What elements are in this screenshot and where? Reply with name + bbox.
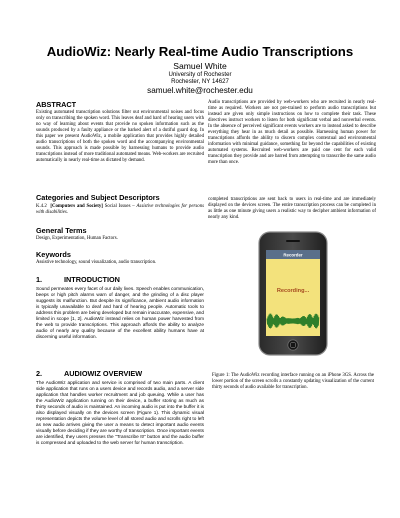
intro-text: Sound permeates every facet of our daily lives. Speech enables communication, beeps or high pitch alarms warn of danger, and the grinding of a disc player suggests its malfunction. But despite its significance, ambient audio information is typically unavailable to deaf and hard of hearing people. Automatic tools to address this problem are being developed but remain inaccurate, expensive, and limited in scope [1, 2]. AudioWiz instead relies on human power harvested from the web to provide transcriptions. This approach affords the ability to analyze audio of nearly any quality because of the excellent ability humans have at discerning useful information. [36,286,204,340]
abstract-heading: ABSTRACT [36,100,77,109]
keywords-text: Assistive technology, sound visualization, audio transcription. [36,260,157,265]
author-email: samuel.white@rochester.edu [147,86,253,95]
overview-heading [36,369,142,378]
overview-text: The AudioWiz application and service is comprised of two main parts. A client side application that runs on a users device and records audio, and a server side application that handles worker recruitment and job queuing. While a user has the AudioWiz application running on their device, a buffer storing as much as thirty seconds of audio is maintained. An incoming audio is put into the buffer it is also displayed visually on the devices screen (Figure 1). This dynamic visual representation depicts the volume level of all stored audio and scrolls right to left as new audio arrives giving the user a means to detect important audio events visually before deciding if they are worthy of transcription. Once important events are identified, they users presses the “Transcribe It!” button and the audio buffer is compressed and uploaded to the web server for human transcription. [36,380,204,446]
app-header-title: Recorder [283,252,303,258]
abstract-text: Existing automated transcription solutions filter out environmental noises and focus only on transcribing the spoken word. This leaves deaf and hard of hearing users with no way of learning about events that provide no spoken information such as the sounds produced by a faulty appliance or the barked alert of a dutiful guard dog. In this paper we present AudioWiz, a mobile application that provides highly detailed audio transcriptions of both the spoken word and the accompanying environmental sounds. This approach is made possible by harnessing humans to provide audio transcriptions instead of more traditional automated means. Web-workers are recruited automatically in nearly real-time as dictated by demand. [36,110,204,164]
right-para-1: Audio transcriptions are provided by web-workers who are recruited in nearly real-time as required. Workers are not pre-trained to perform audio transcriptions but instead are given only simple instructions on how to complete their task. These directives instruct workers to listen for both significant verbal and nonverbal events. In the absence of perceived significant events workers are to instead asked to describe everything they hear in as much detail as possible. Harnessing human power for transcriptions affords the ability to discern complex contextual and environmental information with minimal guidance, something far beyond the capabilities of existing automated systems. Recruited web-workers are paid one cent for each valid transcription they provide and are barred from attempting to transcribe the same audio more than once. [208,100,376,166]
intro-number: 1. [36,275,43,284]
iphone-figure [258,231,328,356]
intro-title: INTRODUCTION [64,275,120,284]
categories-text [36,204,204,216]
figure-caption: Figure 1: The AudioWiz recording interface running on an iPhone 3GS. Across the lower portion of the screen scrolls a constantly updating visualization of the current thirty seconds of audio available for transcription. [212,373,374,390]
overview-number: 2. [36,369,43,378]
categories-heading: Categories and Subject Descriptors [36,193,160,202]
category-plain: Social Issues – [102,204,137,209]
author-affiliation: University of Rochester [168,71,232,78]
recording-status: Recording... [276,288,310,294]
phone-speaker [286,240,300,242]
keywords-heading: Keywords [36,250,71,259]
category-code: K.4.2 [36,204,47,209]
general-terms-text: Design, Experimentation, Human Factors. [36,236,118,241]
overview-title: AUDIOWIZ OVERVIEW [64,369,143,378]
paper-title: AudioWiz: Nearly Real-time Audio Transcriptions [46,44,354,59]
general-terms-heading: General Terms [36,226,87,235]
home-button [288,340,298,350]
author-location: Rochester, NY 14627 [171,78,229,85]
iphone-illustration [258,231,328,356]
category-bold: [Computers and Society] [50,204,103,209]
category-italic: Assistive technologies for persons with disabilities. [36,204,204,216]
right-para-2: completed transcriptions are sent back to users in real-time and are immediately displayed on the devices screen. The entire transcription process can be completed in as little as one minute giving users a realistic way to decipher ambient information of nearly any kind. [208,197,376,221]
author-name: Samuel White [173,61,227,71]
intro-heading [36,275,120,284]
